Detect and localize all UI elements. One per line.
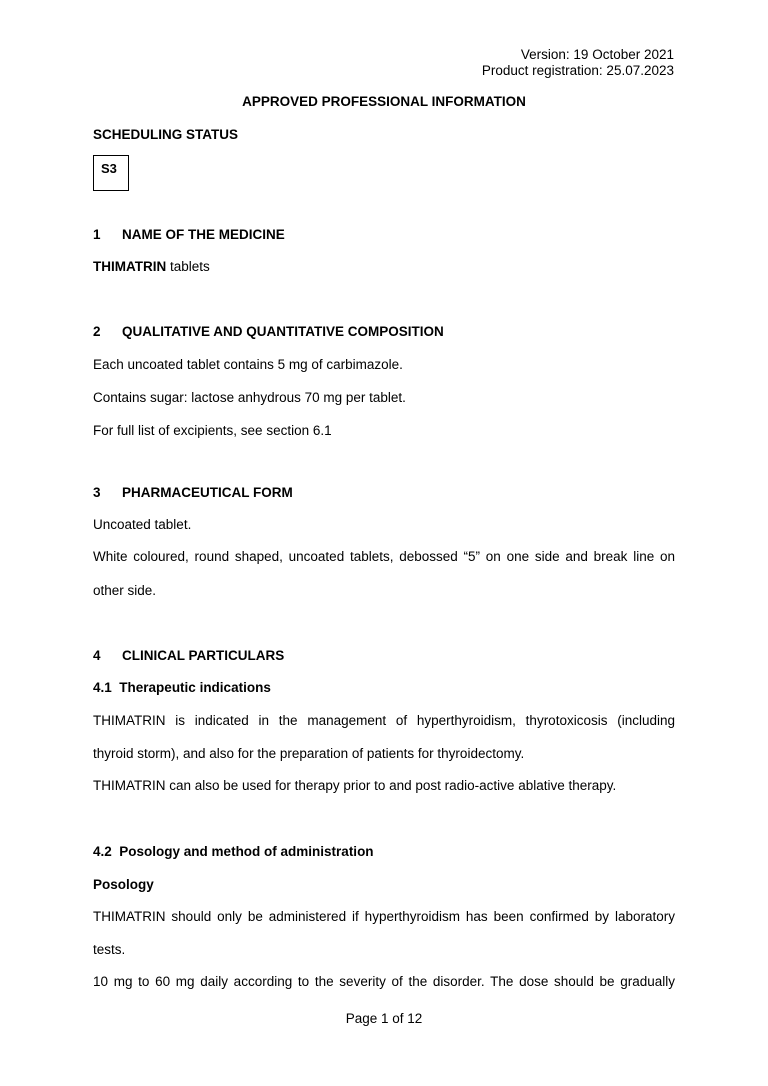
- section-3-paragraph-2-line-1: White coloured, round shaped, uncoated tablets, debossed “5” on one side and break line on: [93, 549, 675, 564]
- section-3-paragraph-2-line-2: other side.: [93, 583, 157, 598]
- section-3-number: 3: [93, 485, 101, 500]
- section-2-paragraph-3: For full list of excipients, see section 6.1: [93, 423, 332, 438]
- section-2-paragraph-2: Contains sugar: lactose anhydrous 70 mg per tablet.: [93, 390, 406, 405]
- section-4-2-heading: [93, 844, 374, 859]
- section-2-number: 2: [93, 324, 101, 339]
- product-form: tablets: [166, 259, 210, 274]
- section-2-title: QUALITATIVE AND QUANTITATIVE COMPOSITION: [122, 324, 444, 339]
- section-1-title: NAME OF THE MEDICINE: [122, 227, 285, 242]
- section-4-1-heading: [93, 680, 271, 695]
- section-4-title: CLINICAL PARTICULARS: [122, 648, 285, 663]
- scheduling-status-box: [93, 155, 129, 191]
- scheduling-status-value: S3: [101, 161, 117, 176]
- section-2-heading: [93, 324, 444, 339]
- section-3-title: PHARMACEUTICAL FORM: [122, 485, 293, 500]
- page-number: Page 1 of 12: [345, 1011, 423, 1026]
- section-3-heading: [93, 485, 293, 500]
- section-4-1-number: 4.1: [93, 680, 112, 695]
- document-title: APPROVED PROFESSIONAL INFORMATION: [242, 94, 526, 109]
- section-4-2-paragraph-1-line-1: THIMATRIN should only be administered if hyperthyroidism has been confirmed by laboratory: [93, 909, 675, 924]
- section-4-2-paragraph-2-line-1: 10 mg to 60 mg daily according to the severity of the disorder. The dose should be gradually: [93, 974, 675, 989]
- registration-text: Product registration: 25.07.2023: [481, 63, 674, 78]
- section-3-paragraph-1: Uncoated tablet.: [93, 517, 192, 532]
- section-4-1-paragraph-1-line-1: THIMATRIN is indicated in the management of hyperthyroidism, thyrotoxicosis (including: [93, 713, 675, 728]
- section-4-2-paragraph-1-line-2: tests.: [93, 942, 126, 957]
- section-4-number: 4: [93, 648, 101, 663]
- section-4-1-paragraph-1-line-2: thyroid storm), and also for the preparation of patients for thyroidectomy.: [93, 746, 525, 761]
- posology-subheading: Posology: [93, 877, 154, 892]
- section-1-number: 1: [93, 227, 101, 242]
- product-name: THIMATRIN: [93, 259, 167, 274]
- section-4-heading: [93, 648, 284, 663]
- section-4-2-title: Posology and method of administration: [119, 844, 374, 859]
- section-2-paragraph-1: Each uncoated tablet contains 5 mg of carbimazole.: [93, 357, 403, 372]
- section-4-2-number: 4.2: [93, 844, 112, 859]
- section-4-1-paragraph-2: THIMATRIN can also be used for therapy prior to and post radio-active ablative therapy.: [93, 778, 617, 793]
- section-1-product: [93, 259, 210, 274]
- version-text: Version: 19 October 2021: [520, 47, 674, 62]
- scheduling-status-heading: SCHEDULING STATUS: [93, 127, 238, 142]
- section-1-heading: [93, 227, 285, 242]
- section-4-1-title: Therapeutic indications: [119, 680, 271, 695]
